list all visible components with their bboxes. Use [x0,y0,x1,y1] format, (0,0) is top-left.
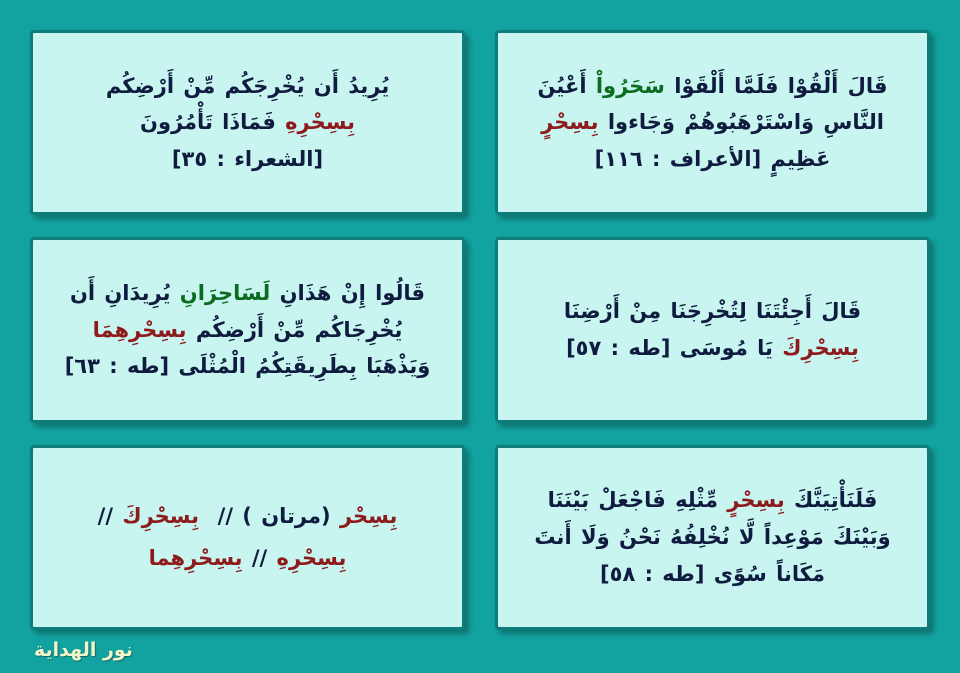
verse-reference: [طه : ٥٨] [600,561,705,586]
summary-text [98,495,398,579]
verse-line: مَكَاناً سُوًى [طه : ٥٨] [600,561,825,586]
verse-reference: [طه : ٦٣] [64,354,170,379]
summary-line: بِسِحْر (مرتان ) // بِسِحْرِكَ // [97,504,398,529]
verse-card-grid [30,30,930,630]
verse-line: النَّاسِ وَاسْتَرْهَبُوهُمْ وَجَاءوا بِسِحْرٍ [541,110,884,135]
verse-line: وَيَذْهَبَا بِطَرِيقَتِكُمُ الْمُثْلَى [طه : ٦٣] [64,354,431,379]
verse-line: وَبَيْنَكَ مَوْعِداً لَّا نُخْلِفُهُ نَحْنُ وَلَا أَنتَ [534,524,891,549]
verse-line: قَالُوا إِنْ هَذَانِ لَسَاحِرَانِ يُرِيدَانِ أَن [69,280,426,305]
highlight-word: بِسِحْرِكَ [782,335,859,360]
verse-card-taha-58 [495,445,930,630]
verse-text [538,68,888,178]
verse-reference: [الشعراء : ٣٥] [171,147,324,172]
highlight-word: بِسِحْرِكَ [122,504,200,529]
verse-text [65,275,431,385]
verse-line: يُرِيدُ أَن يُخْرِجَكُم مِّنْ أَرْضِكُم [105,73,390,98]
verse-card-ash-shuara-35 [30,30,465,215]
highlight-word: بِسِحْر [339,504,398,529]
verse-card-taha-57 [495,237,930,422]
verse-line: قَالَ أَلْقُوْا فَلَمَّا أَلْقَوْا سَحَرُواْ أَعْيُنَ [537,73,888,98]
verse-text [564,293,861,367]
verse-card-taha-63 [30,237,465,422]
verse-line: بِسِحْرِكَ يَا مُوسَى [طه : ٥٧] [566,335,859,360]
verse-reference: [الأعراف : ١١٦] [594,147,762,172]
highlight-word: بِسِحْرِهِمَا [92,317,187,342]
highlight-word: بِسِحْرِهِ [285,110,355,135]
verse-reference: [طه : ٥٧] [566,335,671,360]
verse-line: يُخْرِجَاكُم مِّنْ أَرْضِكُم بِسِحْرِهِمَا [92,317,403,342]
verse-card-al-araf-116 [495,30,930,215]
highlight-word: بِسِحْرٍ [541,110,599,135]
verse-text [534,482,890,592]
highlight-word: بِسِحْرٍ [727,488,785,513]
verse-line [106,141,389,178]
verse-text [106,68,389,178]
watermark-label: نور الهداية [34,639,133,661]
verse-line: بِسِحْرِهِ فَمَاذَا تَأْمُرُونَ [140,110,355,135]
summary-line: بِسِحْرِهِ // بِسِحْرِهِما [148,546,347,571]
summary-card-occurrences [30,445,465,630]
highlight-word: بِسِحْرِهِ [276,546,347,571]
verse-line: قَالَ أَجِئْتَنَا لِتُخْرِجَنَا مِنْ أَرْضِنَا [563,299,862,324]
highlight-word: بِسِحْرِهِما [148,546,243,571]
highlight-word: سَحَرُواْ [595,73,665,98]
verse-line: عَظِيمٍ [الأعراف : ١١٦] [594,147,831,172]
highlight-word: لَسَاحِرَانِ [179,280,271,305]
verse-line: فَلَنَأْتِيَنَّكَ بِسِحْرٍ مِّثْلِهِ فَاجْعَلْ بَيْنَنَا [547,488,878,513]
